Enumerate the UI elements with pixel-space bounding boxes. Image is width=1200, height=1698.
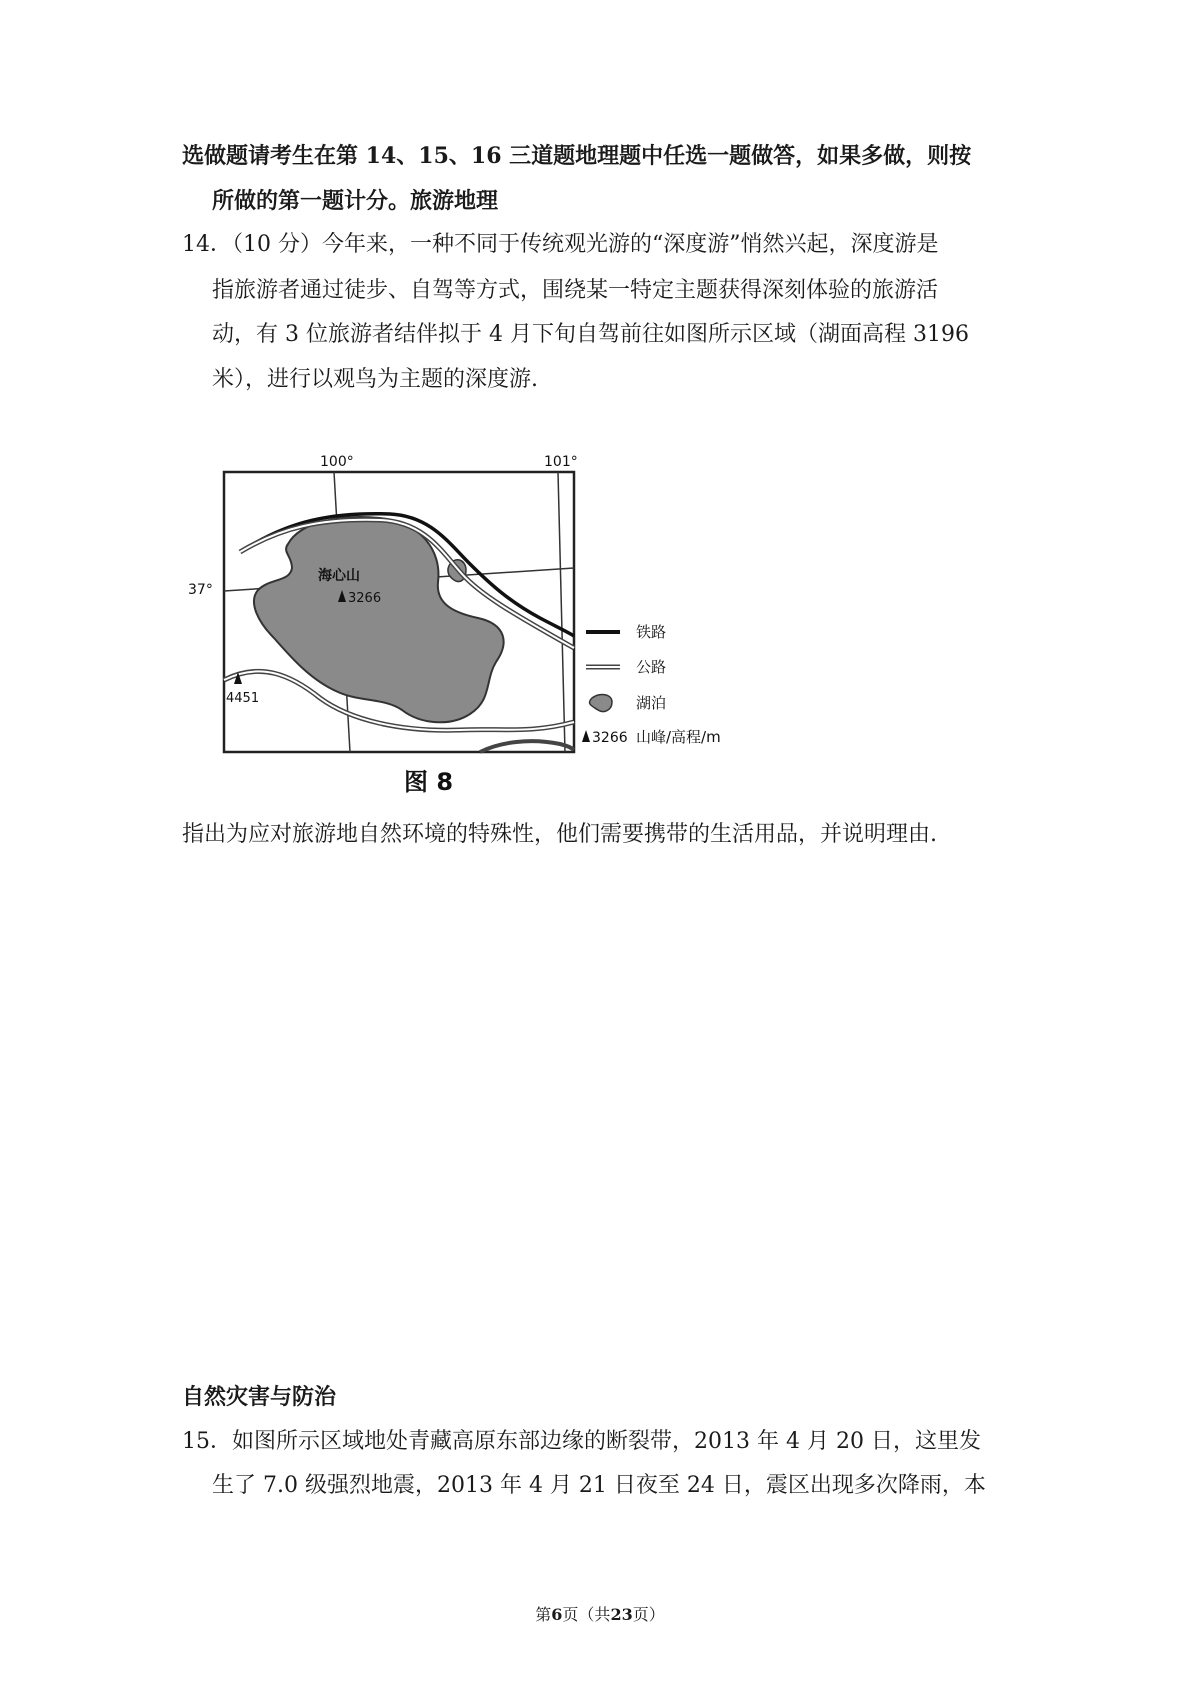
peak-elevation: 4451	[226, 691, 260, 706]
lat-label-37: 37°	[188, 582, 213, 598]
intro-line-1: 选做题请考生在第 14、15、16 三道题地理题中任选一题做答，如果多做，则按	[182, 143, 972, 169]
q14-line-2: 指旅游者通过徒步、自驾等方式，围绕某一特定主题获得深刻体验的旅游活	[212, 278, 939, 303]
footer-prefix: 第	[535, 1605, 552, 1624]
figure-8-map	[180, 452, 800, 812]
footer-page-number: 6	[551, 1605, 563, 1624]
q14-line-1: 14．（10 分）今年来，一种不同于传统观光游的“深度游”悄然兴起，深度游是	[182, 232, 939, 257]
lon-label-101: 101°	[544, 454, 578, 470]
q14-question: 指出为应对旅游地自然环境的特殊性，他们需要携带的生活用品，并说明理由.	[182, 822, 937, 847]
section-15-title: 自然灾害与防治	[182, 1384, 337, 1410]
legend-peak-icon	[582, 730, 590, 742]
footer-suffix: 页）	[632, 1605, 665, 1624]
page-footer	[0, 1602, 1200, 1625]
legend-lake-label: 湖泊	[636, 694, 667, 712]
intro-line-2: 所做的第一题计分。旅游地理	[212, 188, 499, 214]
legend-lake-symbol	[590, 695, 612, 712]
legend-peak-label: 山峰/高程/m	[636, 728, 721, 746]
figure-caption: 图 8	[404, 768, 454, 796]
lon-label-100: 100°	[320, 454, 354, 470]
q15-line-1: 15．如图所示区域地处青藏高原东部边缘的断裂带，2013 年 4 月 20 日，这里发	[182, 1429, 981, 1454]
footer-middle: 页（共	[562, 1605, 611, 1624]
island-name: 海心山	[318, 568, 360, 584]
legend-railway-label: 铁路	[636, 623, 667, 641]
island-elevation: 3266	[348, 591, 382, 606]
q15-line-2: 生了 7.0 级强烈地震，2013 年 4 月 21 日夜至 24 日，震区出现多次降雨，本	[212, 1473, 986, 1498]
footer-page-total: 23	[610, 1605, 633, 1624]
legend-road-label: 公路	[636, 658, 667, 676]
legend-peak-sample: 3266	[592, 730, 628, 746]
q14-line-3: 动，有 3 位旅游者结伴拟于 4 月下旬自驾前往如图所示区域（湖面高程 3196	[212, 322, 969, 347]
q14-line-4: 米），进行以观鸟为主题的深度游.	[212, 367, 538, 392]
